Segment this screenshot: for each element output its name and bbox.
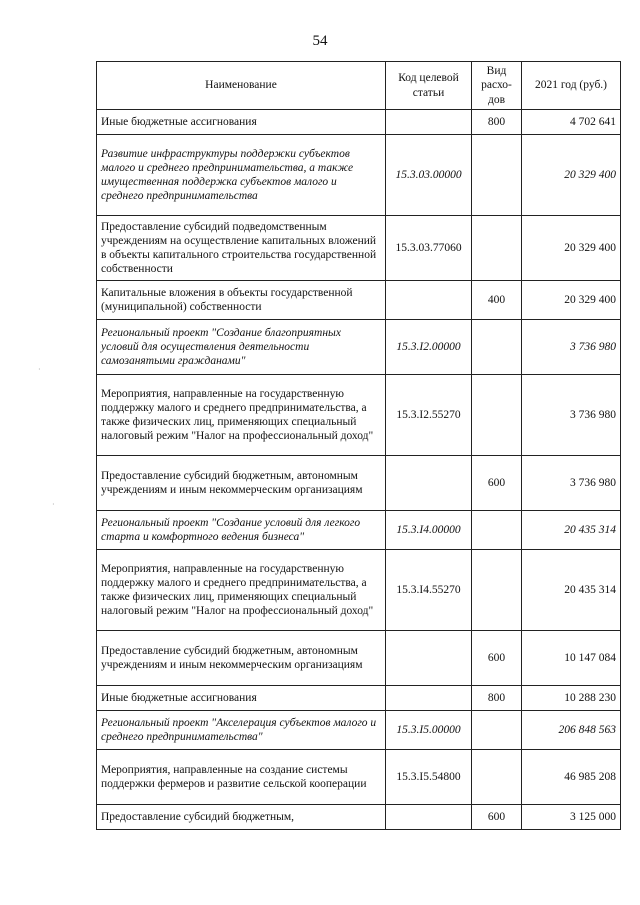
table-row bbox=[97, 805, 621, 830]
row-code: 15.3.I5.00000 bbox=[386, 711, 472, 750]
row-name: Предоставление субсидий подведомственным учреждениям на осуществление капитальных вложений в объекты капитального строительства государственной собственности bbox=[97, 216, 386, 281]
table-row bbox=[97, 216, 621, 281]
row-code: 15.3.I4.55270 bbox=[386, 550, 472, 631]
page-number: 54 bbox=[312, 33, 328, 49]
row-name: Предоставление субсидий бюджетным, автономным учреждениям и иным некоммерческим организациям bbox=[97, 631, 386, 686]
row-type bbox=[472, 550, 522, 631]
row-code bbox=[386, 805, 472, 830]
table-row bbox=[97, 631, 621, 686]
table-row bbox=[97, 511, 621, 550]
row-type bbox=[472, 711, 522, 750]
row-type: 800 bbox=[472, 110, 522, 135]
row-name: Мероприятия, направленные на государственную поддержку малого и среднего предпринимательства, а также физических лиц, применяющих специальный налоговый режим "Налог на профессиональный доход" bbox=[97, 375, 386, 456]
row-amount: 4 702 641 bbox=[522, 110, 621, 135]
table-row bbox=[97, 750, 621, 805]
row-type: 600 bbox=[472, 805, 522, 830]
row-name: Мероприятия, направленные на государственную поддержку малого и среднего предпринимательства, а также физических лиц, применяющих специальный налоговый режим "Налог на профессиональный доход" bbox=[97, 550, 386, 631]
row-type: 800 bbox=[472, 686, 522, 711]
row-code bbox=[386, 110, 472, 135]
row-amount: 20 329 400 bbox=[522, 135, 621, 216]
header-code: Код целевой статьи bbox=[386, 62, 472, 110]
header-name: Наименование bbox=[97, 62, 386, 110]
row-name: Предоставление субсидий бюджетным, автономным учреждениям и иным некоммерческим организациям bbox=[97, 456, 386, 511]
row-amount: 3 736 980 bbox=[522, 456, 621, 511]
row-code: 15.3.I2.00000 bbox=[386, 320, 472, 375]
row-code: 15.3.03.77060 bbox=[386, 216, 472, 281]
row-amount: 3 736 980 bbox=[522, 320, 621, 375]
row-name: Иные бюджетные ассигнования bbox=[97, 110, 386, 135]
row-code: 15.3.I5.54800 bbox=[386, 750, 472, 805]
row-code bbox=[386, 686, 472, 711]
row-type: 600 bbox=[472, 631, 522, 686]
row-amount: 20 329 400 bbox=[522, 281, 621, 320]
table-body bbox=[97, 110, 621, 830]
row-name: Региональный проект "Акселерация субъектов малого и среднего предпринимательства" bbox=[97, 711, 386, 750]
row-type: 400 bbox=[472, 281, 522, 320]
table-row bbox=[97, 550, 621, 631]
row-amount: 10 288 230 bbox=[522, 686, 621, 711]
table-row bbox=[97, 711, 621, 750]
row-type bbox=[472, 750, 522, 805]
row-name: Мероприятия, направленные на создание системы поддержки фермеров и развитие сельской кооперации bbox=[97, 750, 386, 805]
row-name: Региональный проект "Создание благоприятных условий для осуществления деятельности самозанятыми гражданами" bbox=[97, 320, 386, 375]
row-name: Предоставление субсидий бюджетным, bbox=[97, 805, 386, 830]
row-amount: 46 985 208 bbox=[522, 750, 621, 805]
row-code bbox=[386, 281, 472, 320]
row-type bbox=[472, 320, 522, 375]
row-amount: 20 435 314 bbox=[522, 550, 621, 631]
scan-speck: · bbox=[38, 365, 41, 374]
row-code bbox=[386, 631, 472, 686]
row-amount: 206 848 563 bbox=[522, 711, 621, 750]
table-row bbox=[97, 110, 621, 135]
row-amount: 3 736 980 bbox=[522, 375, 621, 456]
scan-speck: · bbox=[52, 500, 55, 509]
row-type bbox=[472, 135, 522, 216]
row-amount: 3 125 000 bbox=[522, 805, 621, 830]
row-name: Развитие инфраструктуры поддержки субъектов малого и среднего предпринимательства, а также имущественная поддержка субъектов малого и среднего предпринимательства bbox=[97, 135, 386, 216]
header-type: Вид расхо-дов bbox=[472, 62, 522, 110]
row-name: Региональный проект "Создание условий для легкого старта и комфортного ведения бизнеса" bbox=[97, 511, 386, 550]
row-code: 15.3.I4.00000 bbox=[386, 511, 472, 550]
row-type bbox=[472, 511, 522, 550]
row-name: Иные бюджетные ассигнования bbox=[97, 686, 386, 711]
budget-table bbox=[96, 61, 621, 830]
row-type bbox=[472, 216, 522, 281]
table-row bbox=[97, 281, 621, 320]
row-amount: 10 147 084 bbox=[522, 631, 621, 686]
table-row bbox=[97, 135, 621, 216]
row-type bbox=[472, 375, 522, 456]
row-name: Капитальные вложения в объекты государственной (муниципальной) собственности bbox=[97, 281, 386, 320]
row-code bbox=[386, 456, 472, 511]
table-row bbox=[97, 320, 621, 375]
row-code: 15.3.I2.55270 bbox=[386, 375, 472, 456]
table-row bbox=[97, 686, 621, 711]
row-type: 600 bbox=[472, 456, 522, 511]
header-amount: 2021 год (руб.) bbox=[522, 62, 621, 110]
table-header-row bbox=[97, 62, 621, 110]
table-row bbox=[97, 456, 621, 511]
row-code: 15.3.03.00000 bbox=[386, 135, 472, 216]
row-amount: 20 435 314 bbox=[522, 511, 621, 550]
table-row bbox=[97, 375, 621, 456]
row-amount: 20 329 400 bbox=[522, 216, 621, 281]
